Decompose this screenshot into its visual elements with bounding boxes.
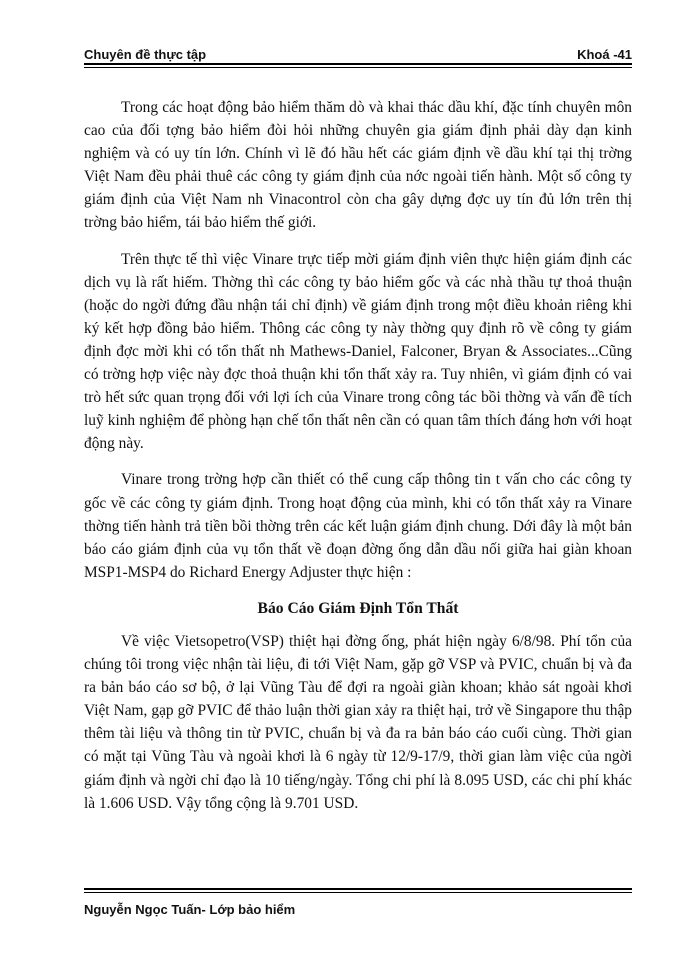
footer-rule-thin — [84, 892, 632, 893]
page-footer: Nguyễn Ngọc Tuấn- Lớp bảo hiểm — [84, 902, 296, 917]
header-rule — [84, 63, 632, 65]
page-body — [84, 96, 632, 828]
paragraph-3: Vinare trong trờng hợp cần thiết có thể cung cấp thông tin t vấn cho các công ty gốc về các công ty giám định. Trong hoạt động của mình, khi có tổn thất xảy ra Vinare thờng tiến hành trả tiền bồi thờng trên các kết luận giám định chung. Dới đây là một bản báo cáo giám định của vụ tổn thất về đoạn đờng ống dẫn dầu nối giữa hai giàn khoan MSP1-MSP4 do Richard Energy Adjuster thực hiện : — [84, 471, 632, 581]
footer-rule — [84, 888, 632, 890]
paragraph-4: Về việc Vietsopetro(VSP) thiệt hại đờng ống, phát hiện ngày 6/8/98. Phí tổn của chúng tôi trong việc nhận tài liệu, đi tới Việt Nam, gặp gỡ VSP và PVIC, chuẩn bị và đa ra bản báo cáo sơ bộ, ở lại Vũng Tàu để đợi ra ngoài giàn khoan; khảo sát ngoài khơi Việt Nam, gạp gỡ PVIC để thảo luận thời gian xảy ra thiệt hại, trở về Singapore thu thập thêm tài liệu và thông tin từ PVIC, chuẩn bị và đa ra bản báo cáo cuối cùng. Thời gian có mặt tại Vũng Tàu và ngoài khơi là 6 ngày từ 12/9-17/9, thời gian làm việc của ngời giám định và ngời chỉ đạo là 10 tiếng/ngày. Tổng chi phí là 8.095 USD, các chi phí khác là 1.606 USD. Vậy tổng cộng là 9.701 USD. — [84, 632, 632, 812]
header-topic: Chuyên đề thực tập — [84, 47, 207, 62]
section-title: Báo Cáo Giám Định Tổn Thất — [257, 599, 459, 617]
page-header — [84, 40, 632, 62]
paragraph-2: Trên thực tế thì việc Vinare trực tiếp mời giám định viên thực hiện giám định các dịch vụ là rất hiếm. Thờng thì các công ty bảo hiểm gốc và các nhà thầu tự thoả thuận (hoặc do ngời đứng đầu nhận tái chỉ định) về giám định trong một điều khoản riêng khi ký kết hợp đồng bảo hiểm. Thông các công ty này thờng quy định rõ về công ty giám định đợc mời khi có tổn thất nh Mathews-Daniel, Falconer, Bryan & Associates...Cũng có trờng hợp việc này đợc thoả thuận khi tổn thất xảy ra. Tuy nhiên, vì giám định có vai trò hết sức quan trọng đối với lợi ích của Vinare trong công tác bồi thờng và vấn đề tích luỹ kinh nghiệm để phòng hạn chế tổn thất nên cần có quan tâm thích đáng hơn với hoạt động này. — [84, 250, 632, 453]
paragraph-1: Trong các hoạt động bảo hiểm thăm dò và khai thác dầu khí, đặc tính chuyên môn cao của đối tợng bảo hiểm đòi hỏi những chuyên gia giám định phải dày dạn kinh nghiệm và có uy tín lớn. Chính vì lẽ đó hầu hết các giám định về dầu khí tại thị trờng Việt Nam đều phải thuê các công ty giám định của nớc ngoài tiến hành. Một số công ty giám định của Việt Nam nh Vinacontrol còn cha gây dựng đợc uy tín đủ lớn trên thị trờng bảo hiểm, tái bảo hiểm thế giới. — [84, 99, 632, 232]
header-rule-thin — [84, 67, 632, 68]
header-course: Khoá -41 — [577, 47, 632, 62]
